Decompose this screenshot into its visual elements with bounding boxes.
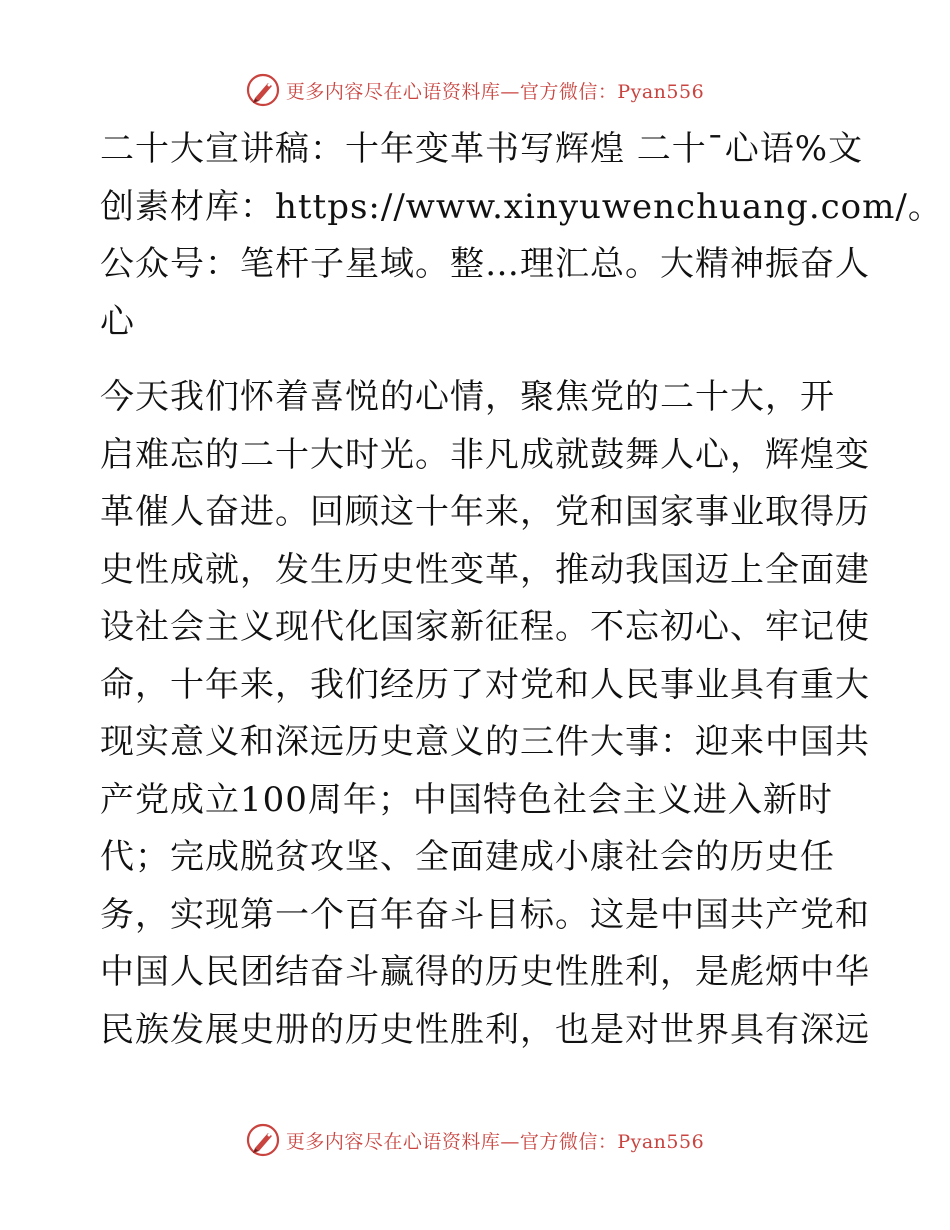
banner-text: 更多内容尽在心语资料库—官方微信：Pyan556 (285, 1130, 705, 1153)
paragraph-line: 民族发展史册的历史性胜利，也是对世界具有深远 (100, 1009, 870, 1050)
document-title (100, 121, 943, 351)
paragraph-line: 革催人奋进。回顾这十年来，党和国家事业取得历 (100, 492, 870, 532)
paragraph-line: 现实意义和深远历史意义的三件大事：迎来中国共 (100, 722, 870, 762)
paragraph-line: 产党成立100周年；中国特色社会主义进入新时 (100, 779, 833, 820)
banner-text: 更多内容尽在心语资料库—官方微信：Pyan556 (285, 80, 705, 103)
paragraph-line: 设社会主义现代化国家新征程。不忘初心、牢记使 (100, 607, 870, 647)
body-paragraph (100, 369, 870, 1059)
title-line: 创素材库：https://www.xinyuwenchuang.com/。 (100, 186, 943, 227)
paragraph-line: 代；完成脱贫攻坚、全面建成小康社会的历史任 (100, 837, 835, 877)
title-line: 二十大宣讲稿：十年变革书写辉煌 二十¯心语%文 (100, 129, 864, 169)
paragraph-line: 今天我们怀着喜悦的心情，聚焦党的二十大，开 (100, 377, 835, 417)
pen-logo-icon (246, 1123, 280, 1157)
title-line: 公众号：笔杆子星域。整…理汇总。大精神振奋人 (100, 244, 870, 284)
paragraph-line: 务，实现第一个百年奋斗目标。这是中国共产党和 (100, 894, 870, 935)
title-line: 心 (100, 301, 135, 342)
paragraph-line: 史性成就，发生历史性变革，推动我国迈上全面建 (100, 549, 870, 590)
footer-banner (0, 1120, 950, 1160)
paragraph-line: 启难忘的二十大时光。非凡成就鼓舞人心，辉煌变 (100, 434, 870, 475)
header-banner (0, 70, 950, 110)
paragraph-line: 命，十年来，我们经历了对党和人民事业具有重大 (100, 664, 870, 705)
pen-logo-icon (246, 73, 280, 107)
paragraph-line: 中国人民团结奋斗赢得的历史性胜利，是彪炳中华 (100, 952, 870, 992)
